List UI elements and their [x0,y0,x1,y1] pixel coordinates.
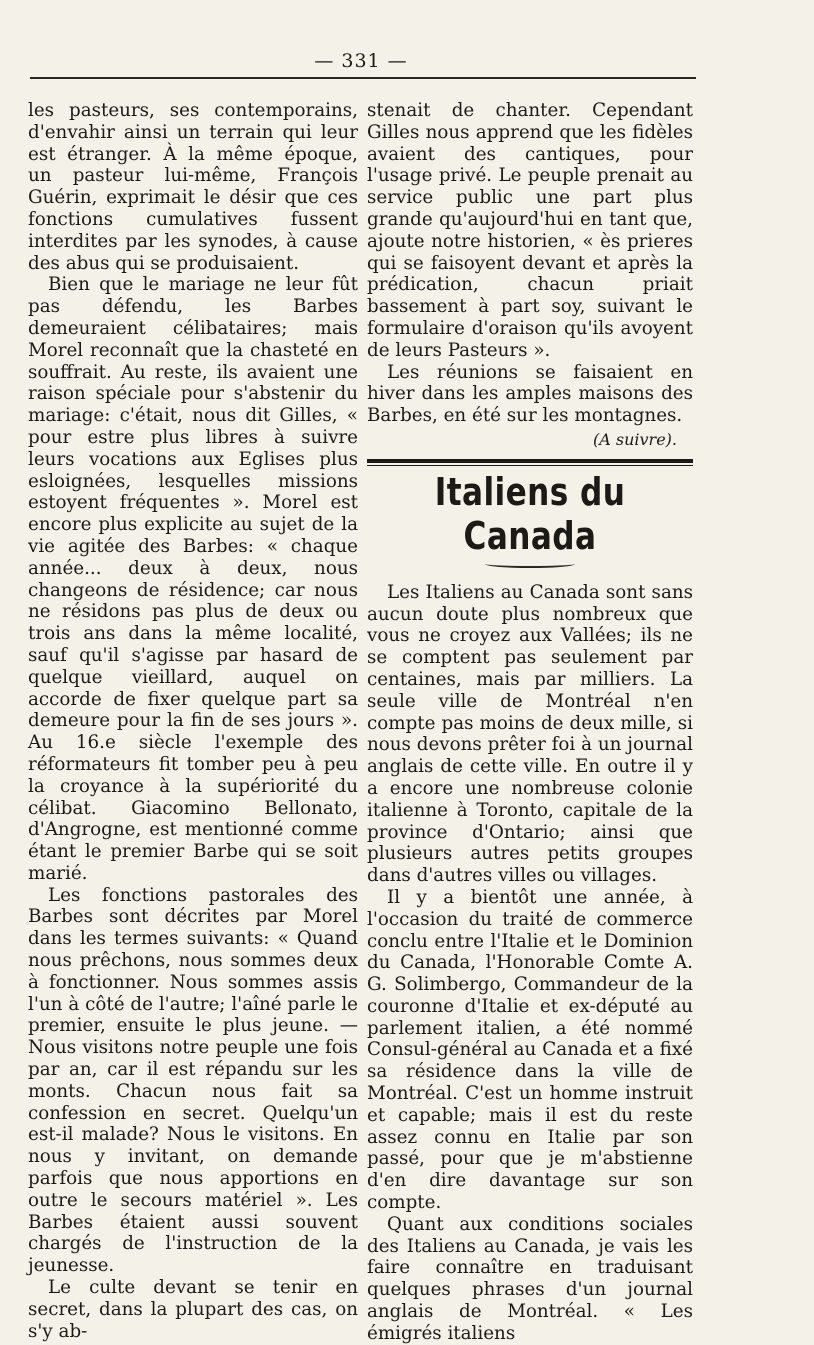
paragraph: Les fonctions pastorales des Barbes sont décrites par Morel dans les termes suivants: « Quand nous prêchons, nous sommes deux à fonctionner. Nous sommes assis l'un à côté de l'autre; l'aîné parle le premier, ensuite le plus jeune. — Nous visitons notre peuple une fois par an, car il est répandu sur les monts. Chacun nous fait sa confession en secret. Quelqu'un est-il malade? Nous le visitons. En nous y invitant, on demande parfois que nous apportions en outre le secours matériel ». Les Barbes étaient aussi souvent chargés de l'instruction de la jeunesse. [28,884,358,1277]
section-rule [367,459,693,466]
title-ornament [485,560,575,568]
left-column [28,100,358,1342]
paragraph: Les Italiens au Canada sont sans aucun doute plus nombreux que vous ne croyez aux Vallées; ils ne se comptent pas seulement par centaines, mais par milliers. La seule ville de Montréal n'en compte pas moins de deux mille, si nous devons prêter foi à un journal anglais de cette ville. En outre il y a encore une nombreuse colonie italienne à Toronto, capitale de la province d'Ontario; ainsi que plusieurs autres petits groupes dans d'autres villes ou villages. [367,581,693,887]
right-column [367,100,693,1345]
article-title: Italiens du Canada [434,469,626,558]
paragraph: Quant aux conditions sociales des Italiens au Canada, je vais les faire connaître en traduisant quelques phrases d'un journal anglais de Montréal. « Les émigrés italiens [367,1213,693,1344]
page-number: — 331 — [314,50,408,72]
paragraph: Bien que le mariage ne leur fût pas défendu, les Barbes demeuraient célibataires; mais Morel reconnaît que la chasteté en souffrait. Au reste, ils avaient une raison spéciale pour s'abstenir du mariage: c'était, nous dit Gilles, « pour estre plus libres à suivre leurs vocations aux Eglises plus esloignées, lesquelles missions estoyent fréquentes ». Morel est encore plus explicite au sujet de la vie agitée des Barbes: « chaque année... deux à deux, nous changeons de résidence; car nous ne résidons pas plus de deux ou trois ans dans la même localité, sauf qu'il s'agisse par hasard de quelque vieillard, auquel on accorde de fixer quelque part sa demeure pour la fin de ses jours ». Au 16.e siècle l'exemple des réformateurs fit tomber peu à peu la croyance à la supériorité du célibat. Giacomino Bellonato, d'Angrogne, est mentionné comme étant le premier Barbe qui se soit marié. [28,274,358,884]
paragraph: les pasteurs, ses contemporains, d'envahir ainsi un terrain qui leur est étranger. À la même époque, un pasteur lui-même, François Guérin, exprimait le désir que ces fonctions cumulatives fussent interdites par les synodes, à cause des abus qui se produisaient. [28,100,358,274]
paragraph: Il y a bientôt une année, à l'occasion du traité de commerce conclu entre l'Italie et le Dominion du Canada, l'Honorable Comte A. G. Solimbergo, Commandeur de la couronne d'Italie et ex-député au parlement italien, a été nommé Consul-général au Canada et a fixé sa résidence dans la ville de Montréal. C'est un homme instruit et capable; mais il est du reste assez connu en Italie par son passé, pour que je m'abstienne d'en dire davantage sur son compte. [367,886,693,1214]
paragraph: Les réunions se faisaient en hiver dans les amples maisons des Barbes, en été sur les montagnes. [367,361,693,427]
paragraph: stenait de chanter. Cependant Gilles nous apprend que les fidèles avaient des cantiques, pour l'usage privé. Le peuple prenait au service public une part plus grande qu'aujourd'hui en tant que, ajoute notre historien, « ès prieres qui se faisoyent devant et après la prédication, chacun priait bassement à part soy, suivant le formulaire d'oraison qu'ils avoyent de leurs Pasteurs ». [367,100,693,361]
to-be-continued: (A suivre). [593,429,677,449]
paragraph: Le culte devant se tenir en secret, dans la plupart des cas, on s'y ab- [28,1277,358,1342]
header-rule [30,77,696,79]
